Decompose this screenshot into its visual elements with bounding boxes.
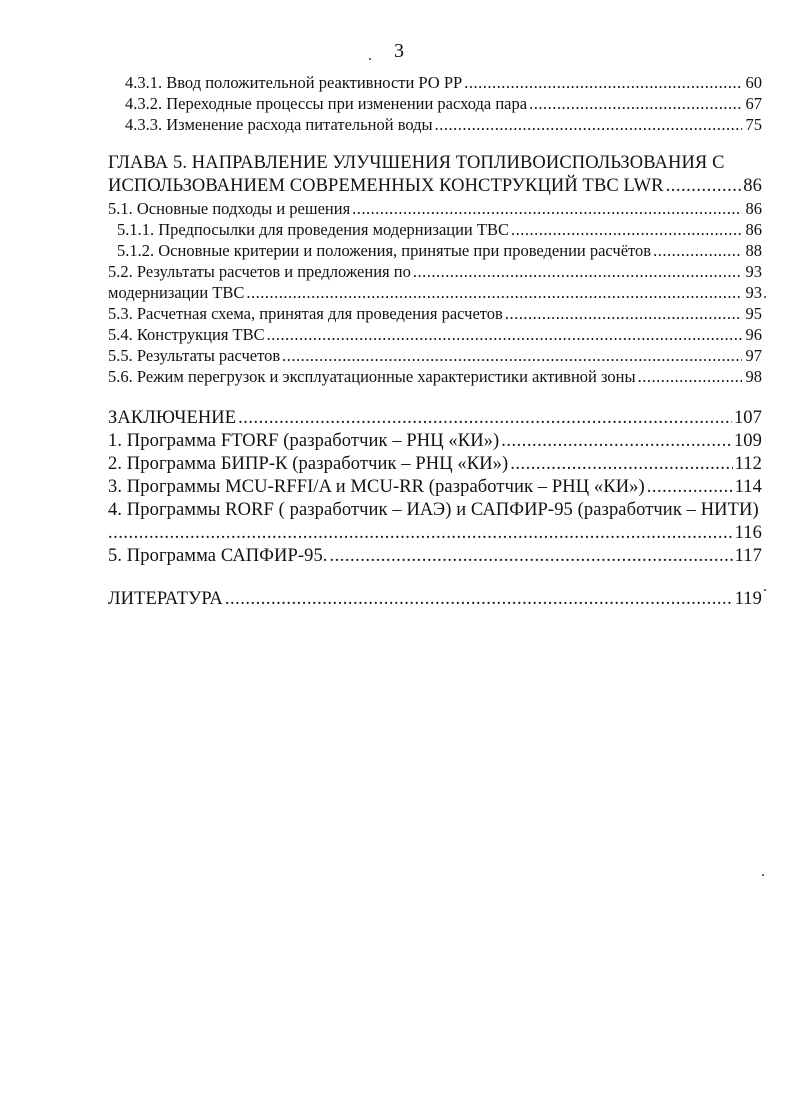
dot-leader bbox=[282, 345, 742, 366]
toc-entry-page: 96 bbox=[745, 325, 762, 344]
dot-leader bbox=[647, 476, 733, 499]
toc-entry-page: 112 bbox=[734, 454, 762, 474]
toc-entry-5-2 bbox=[108, 261, 762, 282]
toc-entry-title: 4.3.2. Переходные процессы при изменении расхода пара bbox=[125, 94, 528, 113]
toc-entry-page: 86 bbox=[745, 220, 762, 239]
dot-leader bbox=[510, 453, 732, 476]
dot-leader bbox=[330, 545, 733, 568]
toc-entry-title: 5.4. Конструкция ТВС bbox=[108, 325, 265, 344]
dot-leader bbox=[653, 240, 742, 261]
toc-entry-title: 5.3. Расчетная схема, принятая для проведения расчетов bbox=[108, 304, 503, 323]
toc-entry-program-4 bbox=[108, 499, 762, 522]
toc-entry-5-5 bbox=[108, 345, 762, 366]
toc-entry-title: ЛИТЕРАТУРА bbox=[108, 589, 223, 609]
page-number: 3 bbox=[394, 40, 404, 62]
toc-entry-4-3-1 bbox=[108, 72, 762, 93]
toc-entry-page: 75 bbox=[745, 115, 762, 134]
toc-entry-program-3 bbox=[108, 476, 762, 499]
chapter-title: ИСПОЛЬЗОВАНИЕМ СОВРЕМЕННЫХ КОНСТРУКЦИЙ ТВС LWR bbox=[108, 176, 664, 196]
dot-leader bbox=[267, 324, 742, 345]
toc-entry-4-3-3 bbox=[108, 114, 762, 135]
toc-entry-page: 97 bbox=[745, 346, 762, 365]
toc-entry-5-6 bbox=[108, 366, 762, 387]
table-of-contents bbox=[108, 72, 762, 611]
toc-entry-5-1-2 bbox=[108, 240, 762, 261]
toc-entry-title: 2. Программа БИПР-К (разработчик – РНЦ «КИ») bbox=[108, 454, 509, 474]
toc-entry-page: 109 bbox=[733, 431, 762, 451]
dot-leader bbox=[225, 588, 733, 611]
toc-entry-page: 119 bbox=[734, 589, 762, 609]
scan-speck bbox=[764, 589, 766, 591]
toc-entry-page: 116 bbox=[734, 523, 762, 543]
toc-entry-page: 86 bbox=[743, 176, 762, 196]
toc-entry-title: модернизации ТВС bbox=[108, 283, 245, 302]
toc-entry-title: 5.6. Режим перегрузок и эксплуатационные характеристики активной зоны bbox=[108, 367, 636, 386]
toc-chapter-5-line-1 bbox=[108, 152, 762, 175]
dot-leader bbox=[638, 366, 742, 387]
dot-leader bbox=[352, 198, 742, 219]
toc-entry-title: 5.1.1. Предпосылки для проведения модернизации ТВС bbox=[117, 220, 509, 239]
toc-entry-program-1 bbox=[108, 430, 762, 453]
toc-entry-5-2-continued bbox=[108, 282, 762, 303]
dot-leader bbox=[108, 522, 733, 545]
toc-entry-page: 88 bbox=[745, 241, 762, 260]
dot-leader bbox=[238, 407, 732, 430]
dot-leader bbox=[501, 430, 732, 453]
toc-chapter-5-line-2 bbox=[108, 175, 762, 198]
toc-entry-page: 107 bbox=[733, 408, 762, 428]
toc-entry-conclusion bbox=[108, 407, 762, 430]
dot-leader bbox=[464, 72, 742, 93]
toc-entry-title: 5.1.2. Основные критерии и положения, принятые при проведении расчётов bbox=[117, 241, 652, 260]
chapter-title: ГЛАВА 5. НАПРАВЛЕНИЕ УЛУЧШЕНИЯ ТОПЛИВОИСПОЛЬЗОВАНИЯ С bbox=[108, 153, 725, 173]
toc-entry-title: 1. Программа FTORF (разработчик – РНЦ «КИ») bbox=[108, 431, 500, 451]
toc-entry-page: 93 bbox=[745, 283, 762, 302]
dot-leader bbox=[529, 93, 742, 114]
toc-entry-5-1 bbox=[108, 198, 762, 219]
toc-entry-title: 3. Программы MCU-RFFI/A и MCU-RR (разработчик – РНЦ «КИ») bbox=[108, 477, 645, 497]
toc-entry-program-2 bbox=[108, 453, 762, 476]
dot-leader bbox=[413, 261, 742, 282]
toc-entry-title: 5. Программа САПФИР-95. bbox=[108, 546, 328, 566]
toc-entry-5-3 bbox=[108, 303, 762, 324]
toc-entry-title: 4.3.1. Ввод положительной реактивности РО РР bbox=[125, 73, 463, 92]
toc-entry-title: 4.3.3. Изменение расхода питательной воды bbox=[125, 115, 433, 134]
toc-entry-page: 114 bbox=[734, 477, 762, 497]
toc-entry-title: 4. Программы RORF ( разработчик – ИАЭ) и САПФИР-95 (разработчик – НИТИ) bbox=[108, 500, 759, 520]
dot-leader bbox=[246, 282, 742, 303]
toc-entry-title: 5.2. Результаты расчетов и предложения по bbox=[108, 262, 411, 281]
toc-entry-program-4-page bbox=[108, 522, 762, 545]
toc-entry-5-1-1 bbox=[108, 219, 762, 240]
toc-entry-page: 60 bbox=[745, 73, 762, 92]
dot-leader bbox=[511, 219, 742, 240]
toc-entry-page: 117 bbox=[734, 546, 762, 566]
toc-entry-page: 95 bbox=[745, 304, 762, 323]
toc-entry-page: 86 bbox=[745, 199, 762, 218]
scan-speck bbox=[369, 58, 371, 60]
dot-leader bbox=[505, 303, 742, 324]
toc-entry-literature bbox=[108, 588, 762, 611]
toc-entry-title: 5.5. Результаты расчетов bbox=[108, 346, 281, 365]
dot-leader bbox=[666, 175, 742, 198]
toc-entry-page: 93 bbox=[745, 262, 762, 281]
scan-speck bbox=[764, 296, 766, 298]
toc-entry-program-5 bbox=[108, 545, 762, 568]
toc-entry-4-3-2 bbox=[108, 93, 762, 114]
scan-speck bbox=[762, 874, 764, 876]
toc-entry-page: 67 bbox=[745, 94, 762, 113]
toc-entry-title: ЗАКЛЮЧЕНИЕ bbox=[108, 408, 237, 428]
toc-entry-title: 5.1. Основные подходы и решения bbox=[108, 199, 351, 218]
toc-entry-5-4 bbox=[108, 324, 762, 345]
dot-leader bbox=[435, 114, 742, 135]
toc-entry-page: 98 bbox=[745, 367, 762, 386]
